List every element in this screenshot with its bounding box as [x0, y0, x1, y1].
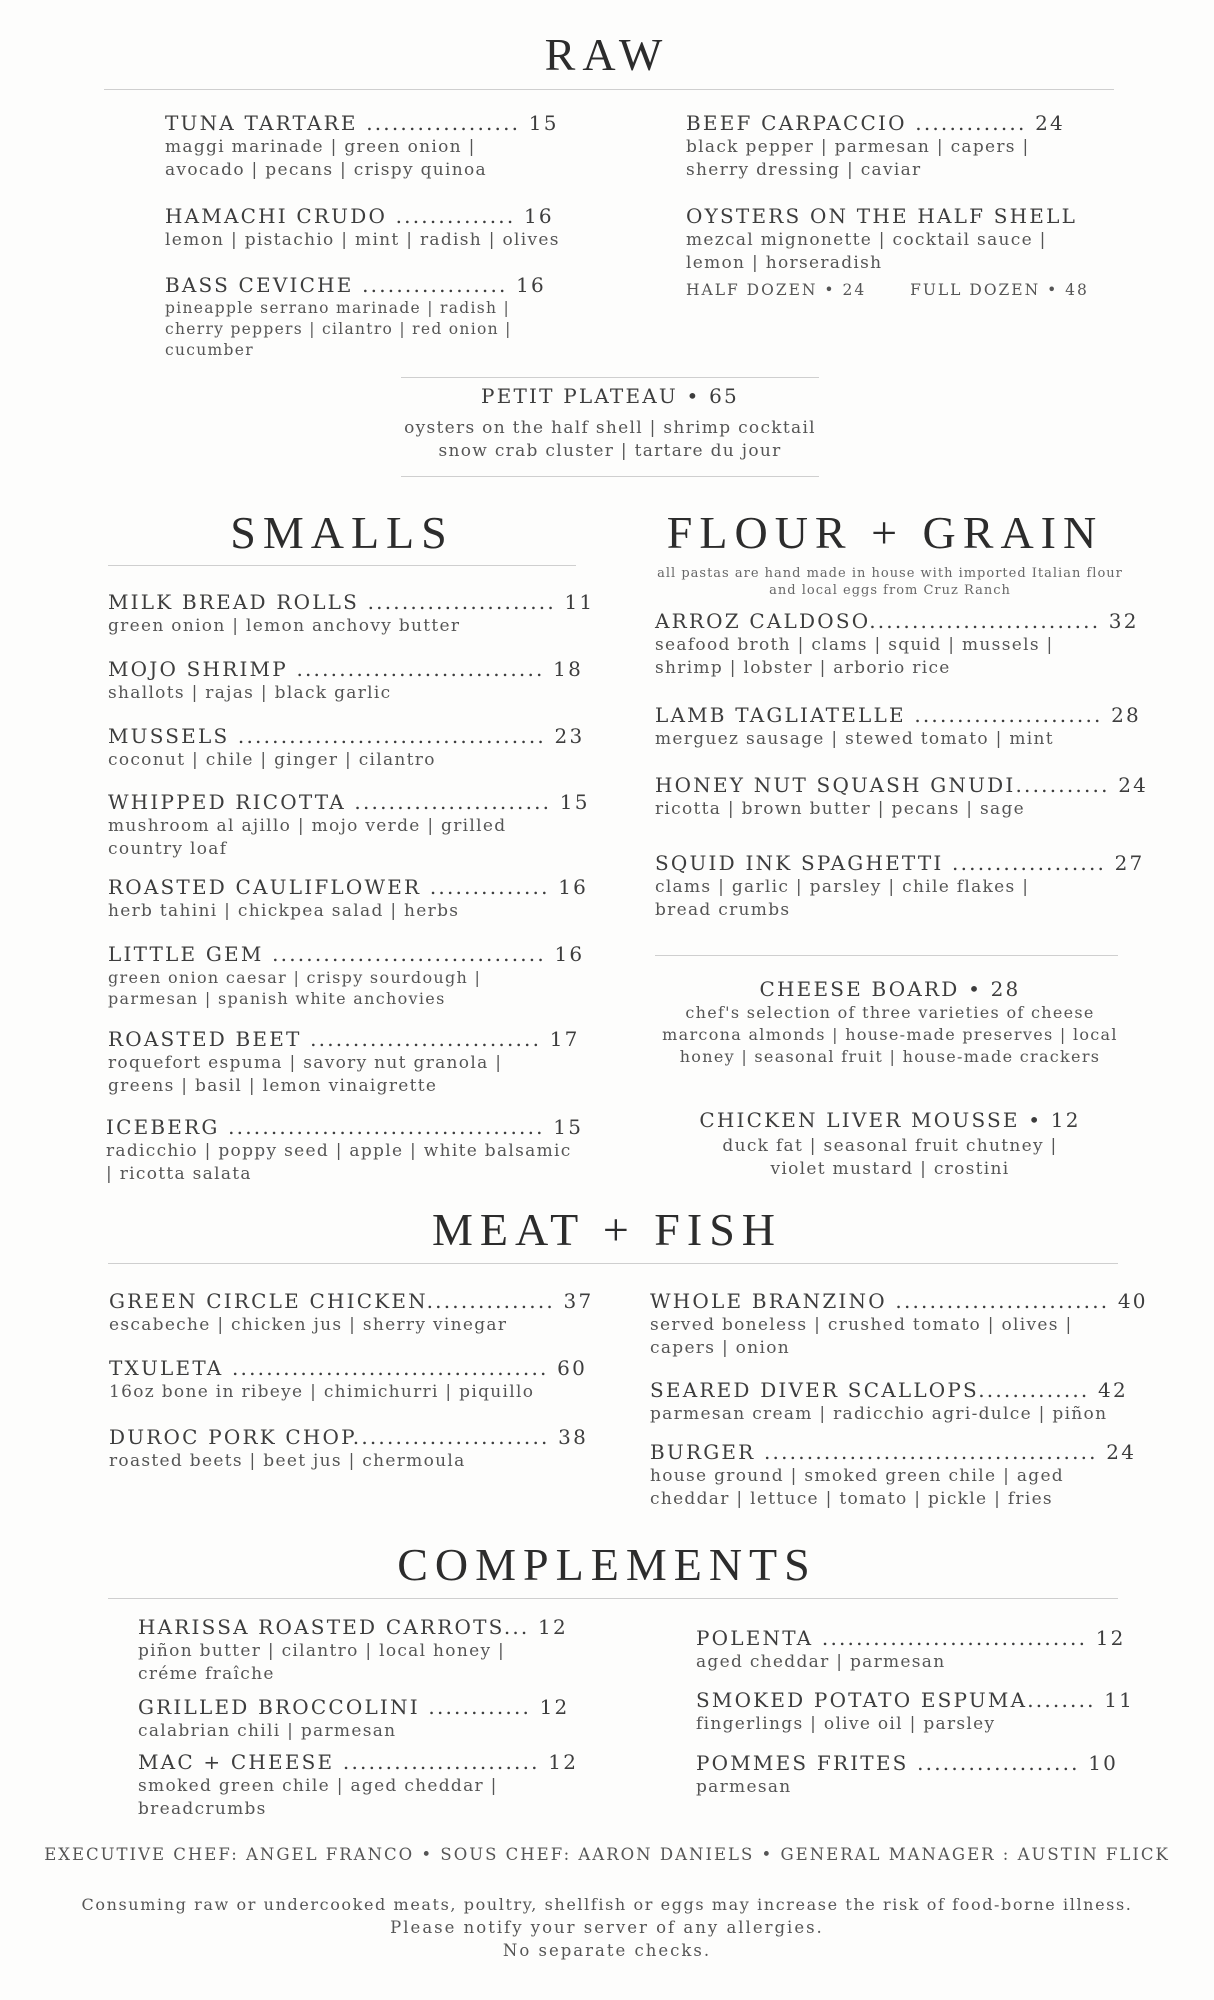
menu-item-duroc-pork-chop	[109, 1424, 588, 1473]
complements-title: COMPLEMENTS	[397, 1539, 817, 1590]
item-description: herb tahini | chickpea salad | herbs	[108, 901, 460, 921]
menu-item-bass-ceviche	[165, 272, 575, 361]
complements-divider	[108, 1598, 1118, 1599]
plateau-top-rule	[401, 377, 819, 378]
warning-line: Please notify your server of any allergies.	[390, 1918, 824, 1937]
menu-item-iceberg	[106, 1114, 584, 1186]
menu-item-hamachi-crudo	[165, 203, 585, 252]
item-description: fingerlings | olive oil | parsley	[696, 1714, 996, 1734]
pasta-note-line: all pastas are hand made in house with imported Italian flour	[657, 566, 1123, 581]
item-name: ICEBERG ..................................... 15	[106, 1115, 584, 1139]
item-description: served boneless | crushed tomato | olives | capers | onion	[650, 1315, 1073, 1358]
menu-item-smoked-potato-espuma	[696, 1687, 1135, 1736]
item-description: 16oz bone in ribeye | chimichurri | piquillo	[109, 1382, 535, 1402]
petit-plateau	[351, 383, 869, 463]
oysters-half-dozen: HALF DOZEN • 24	[686, 281, 867, 299]
item-description: parmesan cream | radicchio agri-dulce | piñon	[650, 1404, 1108, 1424]
pasta-note	[630, 565, 1150, 599]
item-name: MAC + CHEESE ....................... 12	[138, 1750, 579, 1774]
menu-item-tuna-tartare	[165, 110, 559, 182]
oysters-full-dozen: FULL DOZEN • 48	[910, 281, 1089, 299]
item-name: PETIT PLATEAU • 65	[481, 384, 739, 408]
item-name: MILK BREAD ROLLS ...................... 11	[108, 590, 595, 614]
item-name: CHEESE BOARD • 28	[759, 977, 1021, 1001]
menu-item-whipped-ricotta	[108, 789, 590, 861]
item-description: shallots | rajas | black garlic	[108, 683, 392, 703]
staff-credits: EXECUTIVE CHEF: ANGEL FRANCO • SOUS CHEF: AARON DANIELS • GENERAL MANAGER : AUSTIN FLICK	[44, 1845, 1170, 1864]
item-name: ROASTED CAULIFLOWER .............. 16	[108, 875, 589, 899]
item-name: LAMB TAGLIATELLE ...................... 28	[655, 703, 1141, 727]
item-description: calabrian chili | parmesan	[138, 1721, 397, 1741]
item-name: OYSTERS ON THE HALF SHELL	[686, 204, 1078, 228]
item-name: MUSSELS .................................... 23	[108, 724, 585, 748]
menu-item-mussels	[108, 723, 585, 772]
item-description: piñon butter | cilantro | local honey | créme fraîche	[138, 1641, 506, 1684]
item-name: BURGER ....................................... 24	[650, 1440, 1137, 1464]
item-description: seafood broth | clams | squid | mussels | shrimp | lobster | arborio rice	[655, 635, 1054, 678]
item-name: SQUID INK SPAGHETTI .................. 27	[655, 851, 1145, 875]
item-description: lemon | pistachio | mint | radish | olives	[165, 230, 560, 250]
raw-divider	[104, 89, 1114, 90]
item-name: HONEY NUT SQUASH GNUDI........... 24	[655, 773, 1149, 797]
item-description: maggi marinade | green onion | avocado | pecans | crispy quinoa	[165, 137, 487, 180]
item-description: pineapple serrano marinade | radish | cherry peppers | cilantro | red onion | cucumber	[165, 299, 512, 359]
menu-item-grilled-broccolini	[138, 1694, 570, 1743]
item-name: BEEF CARPACCIO ............. 24	[686, 111, 1065, 135]
item-description: coconut | chile | ginger | cilantro	[108, 750, 436, 770]
item-description: chef's selection of three varieties of cheese	[685, 1003, 1095, 1022]
item-description: marcona almonds | house-made preserves | local	[662, 1025, 1118, 1044]
smalls-title: SMALLS	[230, 507, 454, 558]
flour-grain-title: FLOUR + GRAIN	[666, 507, 1104, 558]
item-description: parmesan	[696, 1777, 792, 1797]
item-description: violet mustard | crostini	[770, 1159, 1010, 1179]
oyster-prices	[686, 281, 1089, 299]
item-description: smoked green chile | aged cheddar | breadcrumbs	[138, 1776, 498, 1819]
item-name: POMMES FRITES ................... 10	[696, 1751, 1119, 1775]
item-name: GRILLED BROCCOLINI ............ 12	[138, 1695, 570, 1719]
item-name: LITTLE GEM ................................ 16	[108, 942, 585, 966]
item-name: GREEN CIRCLE CHICKEN............... 37	[109, 1289, 594, 1313]
item-description: merguez sausage | stewed tomato | mint	[655, 729, 1054, 749]
menu-item-green-circle-chicken	[109, 1288, 594, 1337]
meat-fish-divider	[108, 1263, 1118, 1264]
menu-item-roasted-beet	[108, 1026, 580, 1098]
item-description: oysters on the half shell | shrimp cocktail	[404, 418, 816, 438]
item-name: ROASTED BEET ........................... 17	[108, 1027, 580, 1051]
menu-item-arroz-caldoso	[655, 608, 1139, 680]
item-name: ARROZ CALDOSO........................... 32	[655, 609, 1139, 633]
menu-item-little-gem	[108, 941, 585, 1009]
menu-item-mojo-shrimp	[108, 656, 584, 705]
meat-fish-title: MEAT + FISH	[431, 1204, 783, 1255]
menu-item-squid-ink-spaghetti	[655, 850, 1145, 922]
item-description: green onion caesar | crispy sourdough | parmesan | spanish white anchovies	[108, 968, 482, 1008]
item-description: escabeche | chicken jus | sherry vinegar	[109, 1315, 508, 1335]
menu-item-beef-carpaccio	[686, 110, 1066, 182]
item-description: ricotta | brown butter | pecans | sage	[655, 799, 1026, 819]
item-name: WHIPPED RICOTTA ....................... 15	[108, 790, 590, 814]
cheese-board	[630, 976, 1150, 1068]
menu-item-seared-diver-scallops	[650, 1377, 1128, 1426]
item-name: WHOLE BRANZINO ......................... 40	[650, 1289, 1148, 1313]
menu-item-whole-branzino	[650, 1288, 1148, 1360]
item-description: mushroom al ajillo | mojo verde | grilled country loaf	[108, 816, 507, 859]
item-name: SMOKED POTATO ESPUMA........ 11	[696, 1688, 1135, 1712]
chicken-liver-mousse	[630, 1107, 1150, 1181]
food-safety-notice	[0, 1893, 1214, 1962]
cheese-divider	[655, 955, 1118, 956]
item-description: black pepper | parmesan | capers | sherry dressing | caviar	[686, 137, 1030, 180]
item-name: TXULETA ..................................... 60	[109, 1356, 587, 1380]
item-name: HAMACHI CRUDO .............. 16	[165, 204, 554, 228]
menu-item-harissa-roasted-carrots	[138, 1614, 568, 1686]
item-name: BASS CEVICHE ................. 16	[165, 273, 546, 297]
menu-item-milk-bread-rolls	[108, 589, 595, 638]
item-name: POLENTA ............................... 12	[696, 1626, 1126, 1650]
item-description: house ground | smoked green chile | aged cheddar | lettuce | tomato | pickle | fries	[650, 1466, 1064, 1509]
item-name: HARISSA ROASTED CARROTS... 12	[138, 1615, 568, 1639]
item-description: green onion | lemon anchovy butter	[108, 616, 461, 636]
item-description: mezcal mignonette | cocktail sauce | lemon | horseradish	[686, 230, 1047, 273]
menu-item-txuleta	[109, 1355, 587, 1404]
item-name: DUROC PORK CHOP....................... 38	[109, 1425, 588, 1449]
warning-line: Consuming raw or undercooked meats, poultry, shellfish or eggs may increase the risk of food-borne illness.	[81, 1895, 1133, 1914]
item-name: CHICKEN LIVER MOUSSE • 12	[699, 1108, 1081, 1132]
plateau-bottom-rule	[401, 476, 819, 477]
menu-item-polenta	[696, 1625, 1126, 1674]
warning-line: No separate checks.	[502, 1941, 712, 1960]
item-description: aged cheddar | parmesan	[696, 1652, 946, 1672]
pasta-note-line: and local eggs from Cruz Ranch	[769, 583, 1011, 598]
menu-item-pommes-frites	[696, 1750, 1119, 1799]
item-description: snow crab cluster | tartare du jour	[438, 441, 782, 461]
menu-item-roasted-cauliflower	[108, 874, 589, 923]
item-name: SEARED DIVER SCALLOPS............. 42	[650, 1378, 1128, 1402]
smalls-divider	[108, 565, 576, 566]
item-description: roasted beets | beet jus | chermoula	[109, 1451, 466, 1471]
menu-item-oysters	[686, 203, 1089, 299]
item-description: clams | garlic | parsley | chile flakes | bread crumbs	[655, 877, 1030, 920]
item-description: roquefort espuma | savory nut granola | greens | basil | lemon vinaigrette	[108, 1053, 503, 1096]
menu-item-honey-nut-squash-gnudi	[655, 772, 1149, 821]
menu-item-burger	[650, 1439, 1137, 1511]
menu-item-mac-cheese	[138, 1749, 579, 1821]
item-name: MOJO SHRIMP ............................. 18	[108, 657, 584, 681]
item-description: honey | seasonal fruit | house-made crackers	[679, 1047, 1101, 1066]
menu-item-lamb-tagliatelle	[655, 702, 1141, 751]
item-description: radicchio | poppy seed | apple | white balsamic | ricotta salata	[106, 1141, 572, 1184]
raw-title: RAW	[544, 29, 670, 80]
item-name: TUNA TARTARE .................. 15	[165, 111, 559, 135]
item-description: duck fat | seasonal fruit chutney |	[722, 1136, 1058, 1156]
